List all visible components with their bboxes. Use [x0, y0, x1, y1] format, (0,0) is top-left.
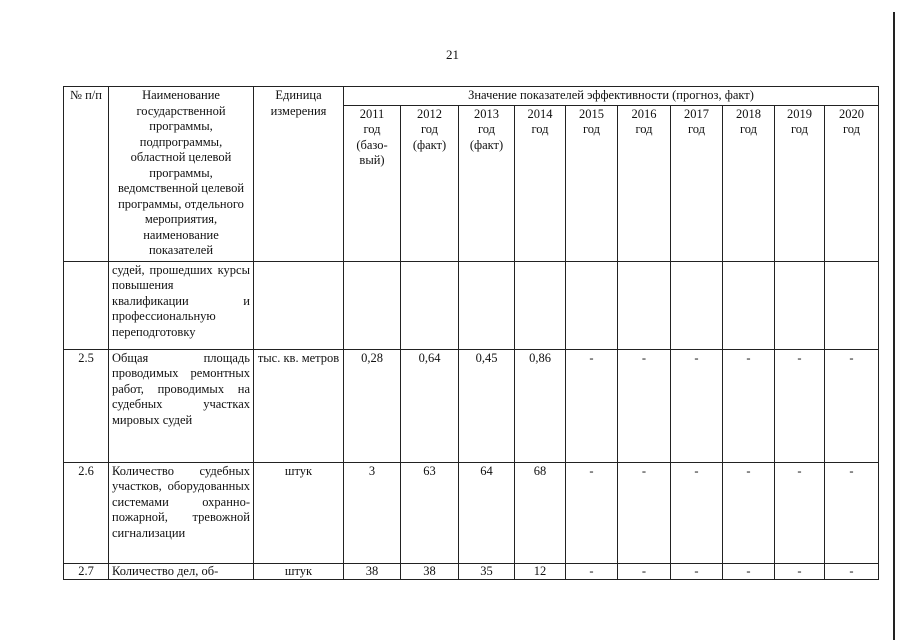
- year-header-line: год: [842, 122, 861, 136]
- year-header-line: (базо-: [356, 137, 388, 152]
- year-header-line: 2016: [631, 106, 657, 121]
- unit-of-measure: штук: [254, 563, 344, 580]
- indicator-name: судей, прошедших курсы повышения квалификации и профессиональную переподготовку: [109, 261, 254, 349]
- col-header-year-2014: [515, 105, 566, 261]
- value-cell-2014: [515, 261, 566, 349]
- page-edge-rule: [893, 12, 895, 640]
- value-cell-2019: [775, 261, 825, 349]
- year-header-line: 2011: [359, 106, 385, 121]
- value-cell-2019: -: [775, 349, 825, 462]
- value-cell-2011: 0,28: [344, 349, 401, 462]
- year-header-line: 2018: [736, 106, 761, 121]
- value-cell-2020: -: [825, 462, 879, 563]
- value-cell-2017: -: [671, 462, 723, 563]
- year-header-line: (факт): [469, 137, 504, 152]
- value-cell-2020: [825, 261, 879, 349]
- value-cell-2015: -: [566, 563, 618, 580]
- value-cell-2014: 0,86: [515, 349, 566, 462]
- year-header-line: год: [790, 122, 809, 136]
- value-cell-2014: 68: [515, 462, 566, 563]
- year-header-line: 2017: [684, 106, 709, 121]
- value-cell-2016: -: [618, 563, 671, 580]
- col-header-num: № п/п: [64, 87, 109, 262]
- value-cell-2011: 3: [344, 462, 401, 563]
- indicator-name: Количество судебных участков, оборудованных системами охранно-пожарной, тревожной сигнализации: [109, 462, 254, 563]
- table-row: [64, 349, 879, 462]
- value-cell-2018: -: [723, 563, 775, 580]
- year-header-line: год: [363, 122, 381, 136]
- table-row: [64, 462, 879, 563]
- year-header-line: вый): [359, 153, 385, 167]
- value-cell-2017: -: [671, 349, 723, 462]
- value-cell-2015: -: [566, 349, 618, 462]
- col-header-year-2013: [459, 105, 515, 261]
- value-cell-2013: 64: [459, 462, 515, 563]
- col-header-name: Наименование государственной программы, подпрограммы, областной целевой программы, ведомственной целевой программы, отдельного мероприятия, наименование показателей: [109, 87, 254, 262]
- row-number: [64, 261, 109, 349]
- unit-of-measure: тыс. кв. метров: [254, 349, 344, 462]
- year-header-line: 2020: [839, 106, 864, 121]
- col-header-year-2016: [618, 105, 671, 261]
- value-cell-2012: 0,64: [401, 349, 459, 462]
- value-cell-2015: -: [566, 462, 618, 563]
- value-cell-2018: -: [723, 349, 775, 462]
- year-header-line: (факт): [412, 137, 447, 152]
- value-cell-2020: -: [825, 349, 879, 462]
- value-cell-2016: -: [618, 349, 671, 462]
- row-number: 2.7: [64, 563, 109, 580]
- year-header-line: 2014: [527, 106, 553, 121]
- page-number: 21: [446, 47, 459, 62]
- row-number: 2.5: [64, 349, 109, 462]
- col-header-year-2020: [825, 105, 879, 261]
- year-header-line: год: [420, 122, 439, 136]
- value-cell-2012: 63: [401, 462, 459, 563]
- col-header-year-2012: [401, 105, 459, 261]
- unit-of-measure: штук: [254, 462, 344, 563]
- value-cell-2011: 38: [344, 563, 401, 580]
- year-header-line: 2012: [417, 106, 442, 121]
- value-cell-2017: -: [671, 563, 723, 580]
- col-header-year-2018: [723, 105, 775, 261]
- value-cell-2011: [344, 261, 401, 349]
- value-cell-2019: -: [775, 563, 825, 580]
- col-header-year-2015: [566, 105, 618, 261]
- year-header-line: 2013: [474, 106, 499, 121]
- row-number: 2.6: [64, 462, 109, 563]
- year-header-line: год: [531, 122, 549, 136]
- year-header-line: год: [635, 122, 653, 136]
- header-row-top: [64, 87, 879, 106]
- year-header-line: год: [582, 122, 601, 136]
- year-header-line: год: [477, 122, 496, 136]
- value-cell-2015: [566, 261, 618, 349]
- value-cell-2018: [723, 261, 775, 349]
- table-row: [64, 563, 879, 580]
- value-cell-2012: [401, 261, 459, 349]
- col-header-year-2017: [671, 105, 723, 261]
- value-cell-2012: 38: [401, 563, 459, 580]
- indicator-name: Количество дел, об-: [109, 563, 254, 580]
- year-header-line: год: [687, 122, 706, 136]
- value-cell-2013: 35: [459, 563, 515, 580]
- value-cell-2017: [671, 261, 723, 349]
- table-row: [64, 261, 879, 349]
- year-header-line: 2019: [787, 106, 812, 121]
- unit-of-measure: [254, 261, 344, 349]
- col-header-unit: Единица измерения: [254, 87, 344, 262]
- value-cell-2014: 12: [515, 563, 566, 580]
- col-header-values: Значение показателей эффективности (прогноз, факт): [344, 87, 879, 106]
- year-header-line: 2015: [579, 106, 604, 121]
- value-cell-2013: 0,45: [459, 349, 515, 462]
- value-cell-2016: -: [618, 462, 671, 563]
- value-cell-2016: [618, 261, 671, 349]
- col-header-year-2011: [344, 105, 401, 261]
- year-header-line: год: [739, 122, 758, 136]
- value-cell-2020: -: [825, 563, 879, 580]
- value-cell-2013: [459, 261, 515, 349]
- indicator-name: Общая площадь проводимых ремонтных работ, проводимых на судебных участках мировых судей: [109, 349, 254, 462]
- col-header-year-2019: [775, 105, 825, 261]
- indicators-table: [63, 86, 879, 580]
- value-cell-2018: -: [723, 462, 775, 563]
- value-cell-2019: -: [775, 462, 825, 563]
